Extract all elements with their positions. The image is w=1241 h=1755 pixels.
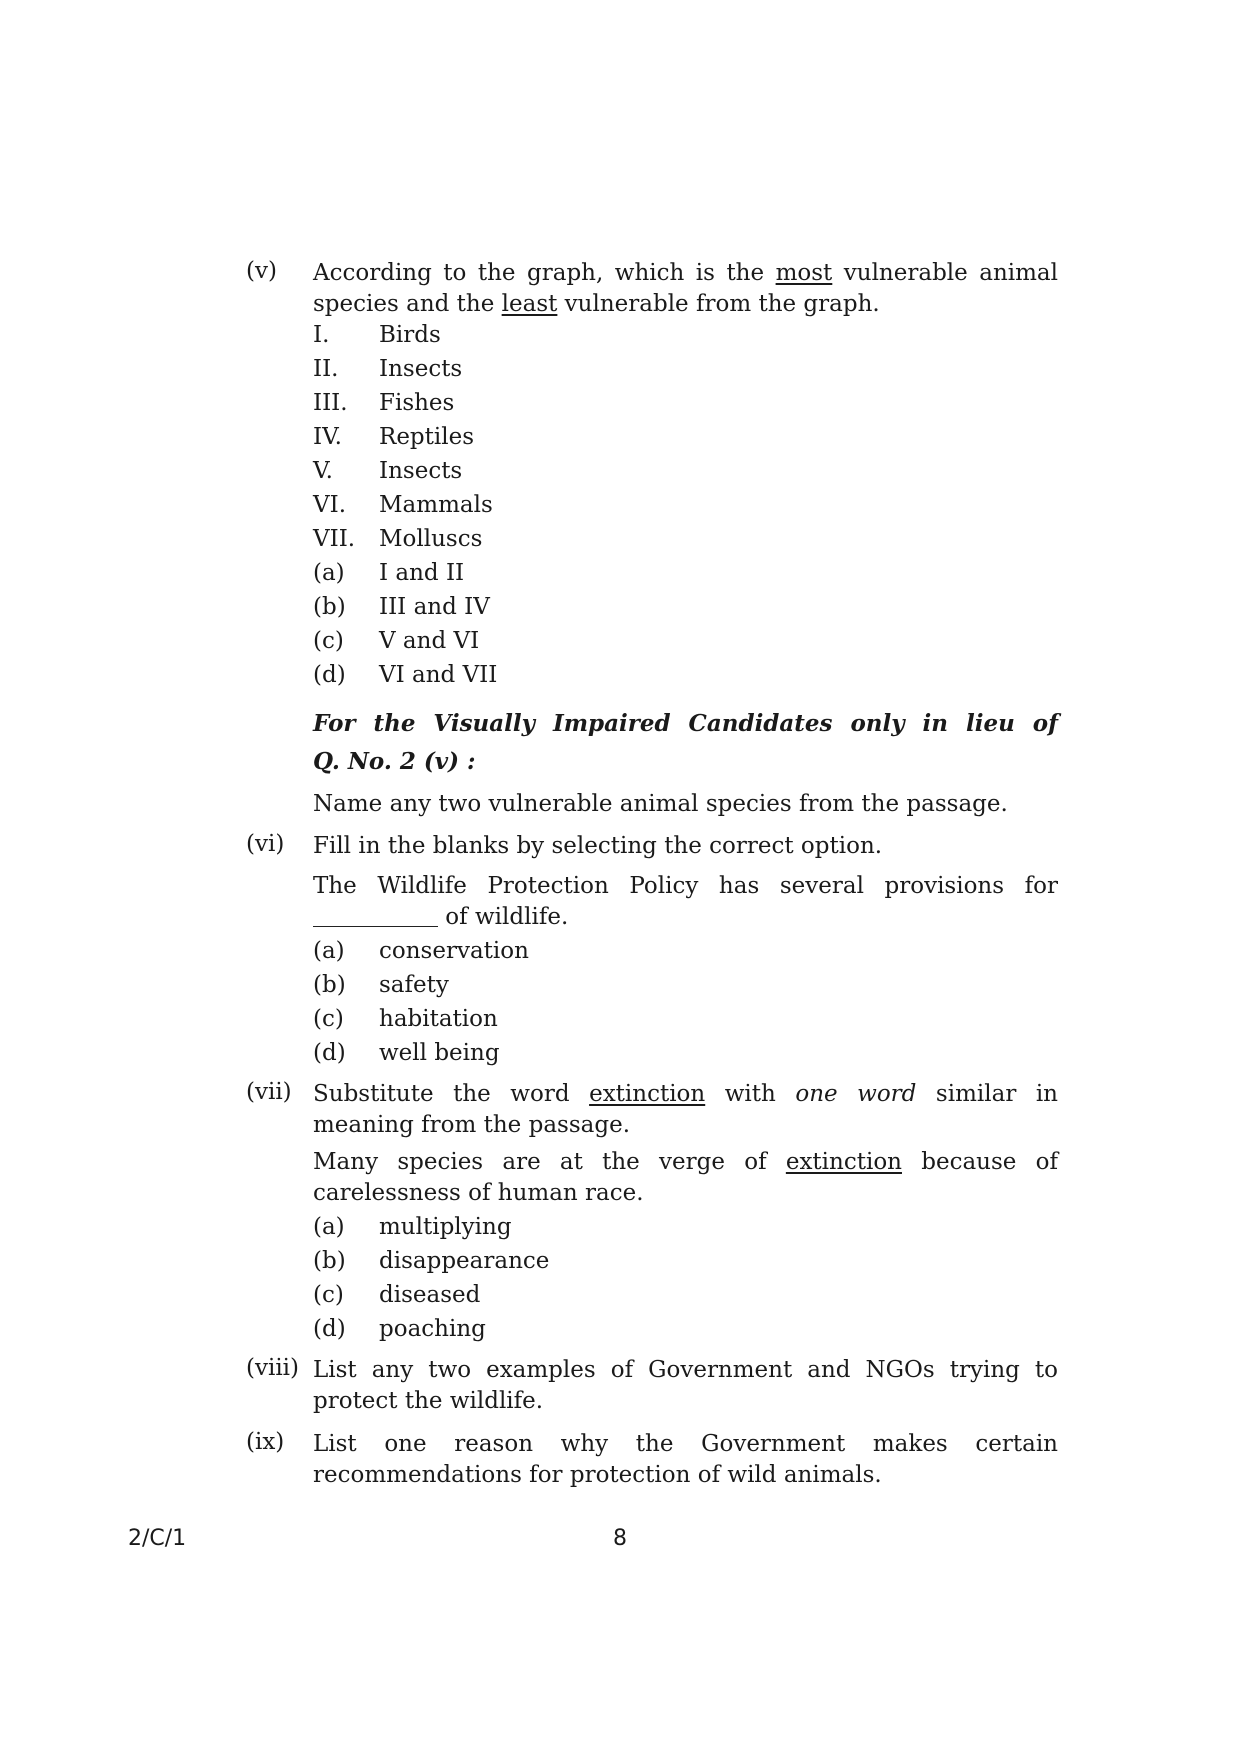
list-item: III. Fishes (313, 390, 455, 416)
option: (a) conservation (313, 938, 529, 964)
option: (b) disappearance (313, 1248, 550, 1274)
list-item: V. Insects (313, 458, 463, 484)
answer-options (313, 558, 1058, 691)
option: (d) VI and VII (313, 662, 498, 688)
visually-impaired-question: Name any two vulnerable animal species from the passage. (313, 791, 1008, 817)
list-item: VII. Molluscs (313, 526, 483, 552)
example-sentence-line: carelessness of human race. (313, 1180, 644, 1206)
question-number: (vii) (246, 1079, 292, 1105)
question-text-line: protect the wildlife. (313, 1388, 544, 1414)
option: (d) poaching (313, 1316, 486, 1342)
question-number: (ix) (246, 1429, 285, 1455)
page-number: 8 (613, 1526, 627, 1551)
option: (b) safety (313, 972, 449, 998)
paper-code: 2/C/1 (128, 1526, 187, 1551)
question-text-line: Substitute the word extinction with one word similar in (313, 1081, 1058, 1107)
question-text-line: According to the graph, which is the most vulnerable animal (313, 260, 1058, 286)
underlined-word: most (775, 260, 833, 286)
species-list (313, 320, 1058, 555)
blank-line (313, 904, 438, 927)
fill-blank-sentence-line: of wildlife. (313, 902, 1058, 933)
question-text-line: List one reason why the Government makes certain (313, 1431, 1058, 1457)
option: (a) multiplying (313, 1214, 512, 1240)
list-item: IV. Reptiles (313, 424, 475, 450)
option: (b) III and IV (313, 594, 490, 620)
question-number: (viii) (246, 1355, 300, 1381)
question-vii (246, 1079, 1058, 1345)
fill-blank-sentence: The Wildlife Protection Policy has several provisions for (313, 873, 1058, 899)
option: (c) diseased (313, 1282, 481, 1308)
list-item: VI. Mammals (313, 492, 493, 518)
italic-phrase: one word (795, 1081, 917, 1107)
question-content (246, 258, 1058, 1491)
question-number: (vi) (246, 831, 285, 857)
list-item: I. Birds (313, 322, 441, 348)
question-text-line: meaning from the passage. (313, 1112, 631, 1138)
question-vi (246, 831, 1058, 1069)
question-number: (v) (246, 258, 277, 284)
underlined-word: extinction (589, 1081, 706, 1107)
question-v (246, 258, 1058, 820)
answer-options (313, 1212, 1058, 1345)
underlined-word: extinction (785, 1149, 902, 1175)
question-ix (246, 1429, 1058, 1491)
answer-options (313, 936, 1058, 1069)
visually-impaired-heading-ref: Q. No. 2 (v) : (313, 748, 476, 775)
example-sentence: Many species are at the verge of extinction because of (313, 1149, 1058, 1175)
question-text-line: recommendations for protection of wild animals. (313, 1462, 882, 1488)
question-viii (246, 1355, 1058, 1417)
list-item: II. Insects (313, 356, 463, 382)
visually-impaired-heading: For the Visually Impaired Candidates only in lieu of (313, 710, 1058, 737)
option: (c) V and VI (313, 628, 480, 654)
question-text-line: species and the least vulnerable from the graph. (313, 291, 880, 317)
question-text: Fill in the blanks by selecting the correct option. (313, 833, 883, 859)
option: (d) well being (313, 1040, 500, 1066)
underlined-word: least (501, 291, 558, 317)
option: (c) habitation (313, 1006, 498, 1032)
question-text-line: List any two examples of Government and NGOs trying to (313, 1357, 1058, 1383)
option: (a) I and II (313, 560, 465, 586)
